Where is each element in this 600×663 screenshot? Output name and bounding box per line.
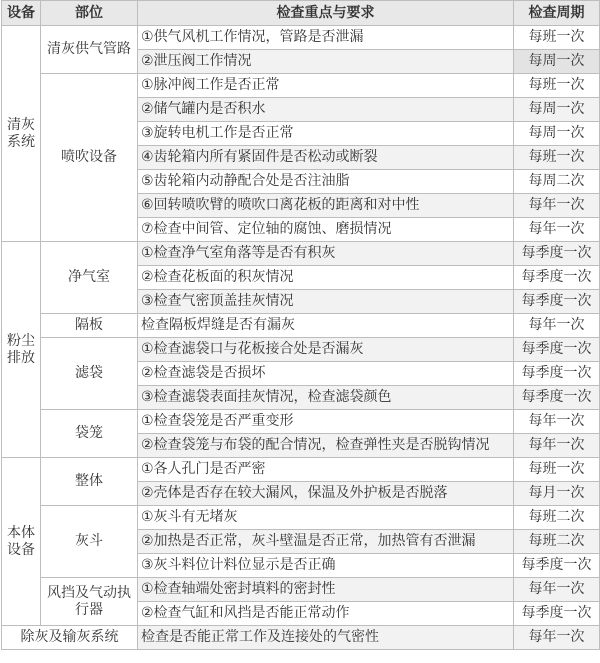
requirement-cell: ②储气罐内是否积水 xyxy=(138,98,514,122)
header-part: 部位 xyxy=(41,1,138,26)
period-cell: 每季度一次 xyxy=(514,338,600,362)
part-cell: 隔板 xyxy=(41,314,138,338)
period-cell: 每年一次 xyxy=(514,626,600,650)
period-cell: 每年一次 xyxy=(514,434,600,458)
requirement-cell: ①检查袋笼是否严重变形 xyxy=(138,410,514,434)
requirement-cell: ②加热是否正常，灰斗壁温是否正常，加热管有否泄漏 xyxy=(138,530,514,554)
part-cell: 整体 xyxy=(41,458,138,506)
period-cell: 每季度一次 xyxy=(514,242,600,266)
part-cell: 清灰供气管路 xyxy=(41,26,138,74)
period-cell: 每周一次 xyxy=(514,50,600,74)
period-cell: 每班一次 xyxy=(514,146,600,170)
equipment-cell: 清灰系统 xyxy=(2,26,41,242)
requirement-cell: ③灰斗料位计料位显示是否正确 xyxy=(138,554,514,578)
header-equipment: 设备 xyxy=(2,1,41,26)
requirement-cell: ①各人孔门是否严密 xyxy=(138,458,514,482)
table-row xyxy=(2,506,600,530)
requirement-cell: ③检查气密顶盖挂灰情况 xyxy=(138,290,514,314)
table-row xyxy=(2,458,600,482)
requirement-cell: ①检查滤袋口与花板接合处是否漏灰 xyxy=(138,338,514,362)
period-cell: 每年一次 xyxy=(514,314,600,338)
requirement-cell: 检查是否能正常工作及连接处的气密性 xyxy=(138,626,514,650)
part-cell: 灰斗 xyxy=(41,506,138,578)
requirement-cell: ①灰斗有无堵灰 xyxy=(138,506,514,530)
table-row xyxy=(2,626,600,650)
requirement-cell: ②检查袋笼与布袋的配合情况，检查弹性夹是否脱钩情况 xyxy=(138,434,514,458)
period-cell: 每班二次 xyxy=(514,530,600,554)
equipment-cell: 粉尘排放 xyxy=(2,242,41,458)
inspection-table xyxy=(1,0,600,650)
part-cell: 喷吹设备 xyxy=(41,74,138,242)
requirement-cell: ④齿轮箱内所有紧固件是否松动或断裂 xyxy=(138,146,514,170)
header-period: 检查周期 xyxy=(514,1,600,26)
period-cell: 每季度一次 xyxy=(514,290,600,314)
requirement-cell: ①检查轴端处密封填料的密封性 xyxy=(138,578,514,602)
table-row xyxy=(2,314,600,338)
requirement-cell: ③旋转电机工作是否正常 xyxy=(138,122,514,146)
requirement-cell: ②壳体是否存在较大漏风，保温及外护板是否脱落 xyxy=(138,482,514,506)
table-row xyxy=(2,338,600,362)
period-cell: 每班一次 xyxy=(514,26,600,50)
part-cell: 袋笼 xyxy=(41,410,138,458)
period-cell: 每年一次 xyxy=(514,194,600,218)
part-cell: 风挡及气动执行器 xyxy=(41,578,138,626)
period-cell: 每班一次 xyxy=(514,458,600,482)
period-cell: 每月一次 xyxy=(514,482,600,506)
requirement-cell: ①供气风机工作情况，管路是否泄漏 xyxy=(138,26,514,50)
header-requirement: 检查重点与要求 xyxy=(138,1,514,26)
footer-label: 除灰及输灰系统 xyxy=(2,626,138,650)
table-row xyxy=(2,242,600,266)
requirement-cell: ②泄压阀工作情况 xyxy=(138,50,514,74)
table-row xyxy=(2,410,600,434)
requirement-cell: ⑦检查中间管、定位轴的腐蚀、磨损情况 xyxy=(138,218,514,242)
part-cell: 滤袋 xyxy=(41,338,138,410)
period-cell: 每周一次 xyxy=(514,122,600,146)
period-cell: 每季度一次 xyxy=(514,266,600,290)
requirement-cell: ①脉冲阀工作是否正常 xyxy=(138,74,514,98)
table-row xyxy=(2,26,600,50)
period-cell: 每季度一次 xyxy=(514,386,600,410)
requirement-cell: ③检查滤袋表面挂灰情况，检查滤袋颜色 xyxy=(138,386,514,410)
period-cell: 每班一次 xyxy=(514,74,600,98)
table-row xyxy=(2,578,600,602)
requirement-cell: ②检查花板面的积灰情况 xyxy=(138,266,514,290)
requirement-cell: 检查隔板焊缝是否有漏灰 xyxy=(138,314,514,338)
table-row xyxy=(2,74,600,98)
period-cell: 每班二次 xyxy=(514,506,600,530)
requirement-cell: ⑤齿轮箱内动静配合处是否注油脂 xyxy=(138,170,514,194)
requirement-cell: ②检查气缸和风挡是否能正常动作 xyxy=(138,602,514,626)
requirement-cell: ②检查滤袋是否损坏 xyxy=(138,362,514,386)
period-cell: 每年一次 xyxy=(514,410,600,434)
period-cell: 每年一次 xyxy=(514,218,600,242)
equipment-cell: 本体设备 xyxy=(2,458,41,626)
period-cell: 每周一次 xyxy=(514,98,600,122)
requirement-cell: ①检查净气室角落等是否有积灰 xyxy=(138,242,514,266)
part-cell: 净气室 xyxy=(41,242,138,314)
period-cell: 每季度一次 xyxy=(514,554,600,578)
header-row xyxy=(2,1,600,26)
period-cell: 每周二次 xyxy=(514,170,600,194)
period-cell: 每季度一次 xyxy=(514,362,600,386)
period-cell: 每季度一次 xyxy=(514,602,600,626)
requirement-cell: ⑥回转喷吹臂的喷吹口离花板的距离和对中性 xyxy=(138,194,514,218)
period-cell: 每年一次 xyxy=(514,578,600,602)
